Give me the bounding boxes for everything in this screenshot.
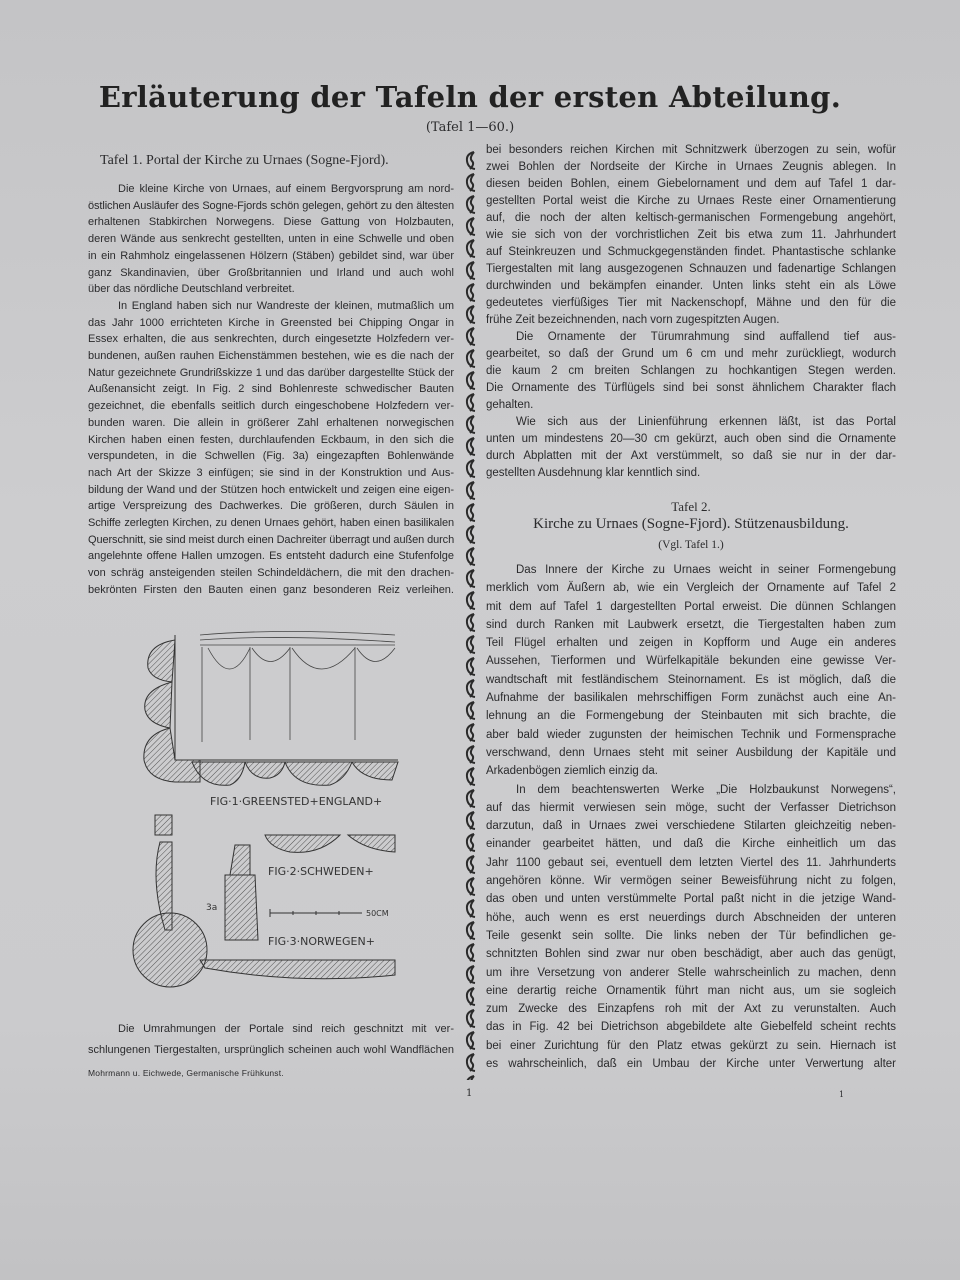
text-line: diesen beiden Bohlen, einem Giebelornament und dem auf Tafel 1 dar- (486, 178, 896, 190)
text-line: östlichen Ausläufer des Sogne-Fjords schön gelegen, gehört zu den ältesten (88, 199, 454, 212)
ornamental-divider (463, 150, 479, 1080)
text-line: In dem beachtenswerten Werke „Die Holzbaukunst Norwegens“, (516, 783, 896, 796)
text-line: gehalten. (486, 399, 534, 411)
fig3-label: FIG·3·NORWEGEN+ (268, 935, 375, 948)
text-line: schnitzten Bohlen sind zwar nur oben beschädigt, aber auch das genügt, (486, 948, 896, 961)
text-line: gearbeitet, so daß der Grund um 6 cm und mehr zurückliegt, wodurch (486, 348, 896, 360)
text-line: erhaltenen Stabkirchen Norwegens. Diese Gattung von Holzbauten, (88, 216, 454, 229)
text-line: höhe, auch wenn es erst neuerdings durch Abschneiden der unteren (486, 911, 896, 924)
paragraph (486, 781, 896, 1074)
text-line: durch Abplatten mit der Axt verstümmelt, so daß sie nur in der dar- (486, 450, 896, 462)
paragraph (486, 561, 896, 781)
fig1-elevation (200, 632, 395, 743)
paragraph (88, 181, 454, 298)
text-line: verspundeten, in die Schwellen (Fig. 3a) eingezapften Bohlenwände (88, 450, 454, 463)
text-line: Jahr 1100 gebaut sei, eventuell dem letzten Viertel des 11. Jahrhunderts (486, 856, 896, 869)
text-line: Essex erhalten, die aus senkrechten, durch eingesetzte Holzfedern ver- (88, 333, 454, 346)
paragraph (486, 414, 896, 482)
text-line: mit dem auf Tafel 1 dargestellten Portal erweist. Die dünnen Schlangen (486, 600, 896, 613)
text-line: auf das hiermit verwiesen sein möge, sucht der Verfasser Dietrichson (486, 801, 896, 814)
text-line: Tiergestalten mit lang ausgezogenen Schnauzen und fadenartige Schlangen (486, 263, 896, 275)
text-line: es wahrscheinlich, daß ein Umbau der Kirche unter Verwertung alter (486, 1058, 896, 1071)
page-title: Erläuterung der Tafeln der ersten Abteilung. (98, 80, 842, 114)
text-line: einander gearbeitet hätten, und daß die Kirche einheitlich um das (486, 838, 896, 851)
text-line: Schiffe zerlegten Kirchen, zu denen Urnaes gehört, haben einen basilikalen (88, 517, 454, 530)
text-line: frühe Zeit bezeichnenden, nach vorn zugespitzten Augen. (486, 314, 780, 326)
text-line: zum Zwecke des Einzapfens roh mit der Axt zu verunstalten. Auch (486, 1003, 896, 1016)
text-line: Teil Flügel erhalten und zeigen in Kopfform und Auge ein anderes (486, 637, 896, 650)
text-line: angelehnte offene Hallen umzogen. Es entsteht dadurch eine Stufenfolge (88, 550, 454, 563)
text-line: über das nördliche Deutschland verbreitet. (88, 283, 295, 296)
text-line: das in Fig. 42 bei Dietrichson abgebildete alte Giebelfeld scheint rechts (486, 1021, 896, 1034)
text-line: Wie sich aus der Linienführung erkennen läßt, ist das Portal (516, 416, 896, 428)
text-line: auf, die noch der alten keltisch-germanischen Formengebung angehört, (486, 212, 896, 224)
text-line: nach Art der Skizze 3 einfügen; sie sind in der Konstruktion und Aus- (88, 466, 454, 479)
paragraph (88, 1019, 454, 1061)
text-line: sind durch Ranken mit Laubwerk ersetzt, die Tiergestalten haben zum (486, 618, 896, 631)
text-line: durchwinden und bekämpfen einander. Unten links steht ein als Löwe (486, 280, 896, 292)
text-line: Querschnitt, sie sind meist durch einen Dachreiter überragt und außen durch (88, 533, 455, 546)
text-line: das Jahr 1000 errichteten Kirche in Greensted bei Chipping Ongar in (88, 316, 454, 329)
text-line: Die Ornamente des Türflügels sind bei sonst ähnlichem Charakter flach (486, 382, 896, 394)
text-line: artige Verspreizung des Dachwerkes. Die größeren, durch Säulen in (88, 500, 454, 513)
text-line: angehören könne. Wir vermögen seiner Beweisführung nicht zu folgen, (486, 875, 896, 888)
text-line: aber bald wieder zugunsten der heimischen Technik und Formensprache (486, 728, 896, 741)
section-heading-tafel-2: Kirche zu Urnaes (Sogne-Fjord). Stützenausbildung. (533, 516, 849, 532)
text-line: gezeichnet, die ebenfalls seitlich durch eingeschobene Holzfedern ver- (88, 400, 454, 413)
footer-citation: Mohrmann u. Eichwede, Germanische Frühkunst. (88, 1068, 284, 1078)
paragraph (486, 329, 896, 414)
fig1-label: FIG·1·GREENSTED+ENGLAND+ (210, 795, 383, 808)
text-line: In England haben sich nur Wandreste der kleinen, mutmaßlich um (118, 299, 454, 312)
text-line: gestellten Ausdehnung klar kenntlich sind. (486, 467, 701, 479)
text-line: bekrönten Firsten den Bauten einen ganz besonderen Reiz verleihen. (88, 583, 454, 596)
text-line: ganz Skandinavien, über Großbritannien und Irland und auch wohl (88, 266, 454, 279)
text-line: Arkadenbögen ziemlich einzig da. (486, 765, 658, 778)
figure-wall-construction (130, 620, 410, 1000)
text-line: Außenansicht zeigt. In Fig. 2 sind Bohlenreste schwedischer Bauten (88, 383, 454, 396)
text-line: die kaum 2 cm breiten Schlangen zu hochkantigen Stegen werden. (486, 365, 896, 377)
text-line: Die Umrahmungen der Portale sind reich geschnitzt mit ver- (118, 1023, 454, 1035)
fig2-drawing (265, 835, 395, 852)
text-line: merklich vom Äußern ab, wie ein Vergleich der Ornamente auf Tafel 2 (486, 582, 896, 595)
right-column-text-tafel-2 (486, 561, 896, 1073)
text-line: auf Steinkreuzen und Schmuckgegenständen findet. Phantastische schlanke (486, 246, 896, 258)
section-label-tafel-2: Tafel 2. (671, 499, 711, 514)
section-reference: (Vgl. Tafel 1.) (658, 539, 724, 551)
text-line: Aussehen, Tierformen und Würfelkapitäle bekunden eine gewisse Ver- (486, 655, 896, 668)
scale-label: 50CM (366, 909, 389, 918)
text-line: Aufnahme der basilikalen mehrschiffigen Form zunächst auch eine An- (486, 692, 896, 705)
text-line: Die Ornamente der Türumrahmung sind auffallend tief aus- (516, 331, 896, 343)
text-line: wie sie sich von der vorchristlichen Zeit bis etwa zum 11. Jahrhundert (486, 229, 896, 241)
right-column-text (486, 142, 896, 482)
text-line: darzutun, daß in Urnaes zwei verschiedene Stilarten gleichzeitig neben- (486, 820, 896, 833)
text-line: unten um mindestens 20—30 cm gekürzt, auch oben sind die Ornamente (486, 433, 896, 445)
page-number-right: 1 (839, 1090, 845, 1099)
text-line: Teile gesenkt sein sollte. Die links neben der Tür befindlichen ge- (486, 929, 896, 942)
text-line: gedeutetes vierfüßiges Tier mit Nackenschopf, Mähne und den für die (486, 297, 896, 309)
text-line: Das Innere der Kirche zu Urnaes weicht in seiner Formengebung (516, 564, 896, 576)
text-line: bei besonders reichen Kirchen mit Schnitzwerk überzogen zu sein, wofür (486, 144, 896, 156)
fig1-drawing (144, 635, 398, 785)
paragraph (486, 142, 896, 329)
fig3a-label: 3a (206, 903, 218, 913)
text-line: Die kleine Kirche von Urnaes, auf einem Bergvorsprung am nord- (118, 183, 454, 195)
text-line: um ihre Versetzung von anderer Stelle wahrscheinlich zu machen, denn (486, 966, 896, 979)
text-line: deren Wände aus senkrecht gestellten, unten in eine Schwelle und oben (88, 233, 454, 246)
section-heading-tafel-1: Tafel 1. Portal der Kirche zu Urnaes (Sogne-Fjord). (100, 153, 389, 168)
text-line: bunden waren. Die allein in größerer Zahl erhaltenen norwegischen (88, 416, 454, 429)
text-line: verschwand, denn Urnaes steht mit seiner Ausbildung der Kapitäle und (486, 746, 896, 759)
paragraph (88, 298, 454, 599)
text-line: Natur gezeichnete Grundrißskizze 1 und das darüber dargestellte Stück der (88, 366, 454, 379)
text-line: in ein Rahmholz eingelassenen Hölzern (Stäben) gebildet sind, war über (88, 249, 454, 262)
text-line: wandtschaft mit festländischem Steinornament. Es ist möglich, daß die (486, 673, 896, 686)
text-line: bei einer Zurichtung für den Platz etwas gekürzt zu sein. Hiernach ist (486, 1039, 896, 1052)
text-line: schlungenen Tiergestalten, ursprünglich scheinen auch wohl Wandflächen (88, 1044, 454, 1056)
text-line: von schräg ansteigenden steilen Schindeldächern, die mit den drachen- (88, 567, 454, 580)
left-column-text (88, 181, 454, 599)
fig2-label: FIG·2·SCHWEDEN+ (268, 865, 374, 878)
scale-bar (270, 909, 362, 917)
left-column-bottom-text (88, 1019, 454, 1061)
text-line: lehnung an die Formengebung der Steinbauten mit sich brachte, die (486, 710, 896, 723)
text-line: Kirchen haben einen festen, durchlaufenden Eckbaum, in den sich die (88, 433, 454, 446)
text-line: bildung der Wand und der Stützen hoch entwickelt und zeigen eine eigen- (88, 483, 454, 496)
page-number-left: 1 (466, 1088, 473, 1099)
text-line: zwei Bohlen der Nordseite der Kirche in Urnaes Zeugnis ablegen. In (486, 161, 896, 173)
text-line: eine derartig reiche Ornamentik führt man nicht aus, um sie sogleich (486, 984, 896, 997)
text-line: bundenen, außen rauhen Eichenstämmen bestehen, wie es die nach der (88, 350, 454, 363)
text-line: das oben und unten verstümmelte Portal paßt nicht in die jetzige Wand- (486, 893, 896, 906)
page-subtitle: (Tafel 1—60.) (425, 120, 515, 135)
text-line: gestellten Portal weist die Kirche zu Urnaes Reste einer Ornamentierung (486, 195, 896, 207)
